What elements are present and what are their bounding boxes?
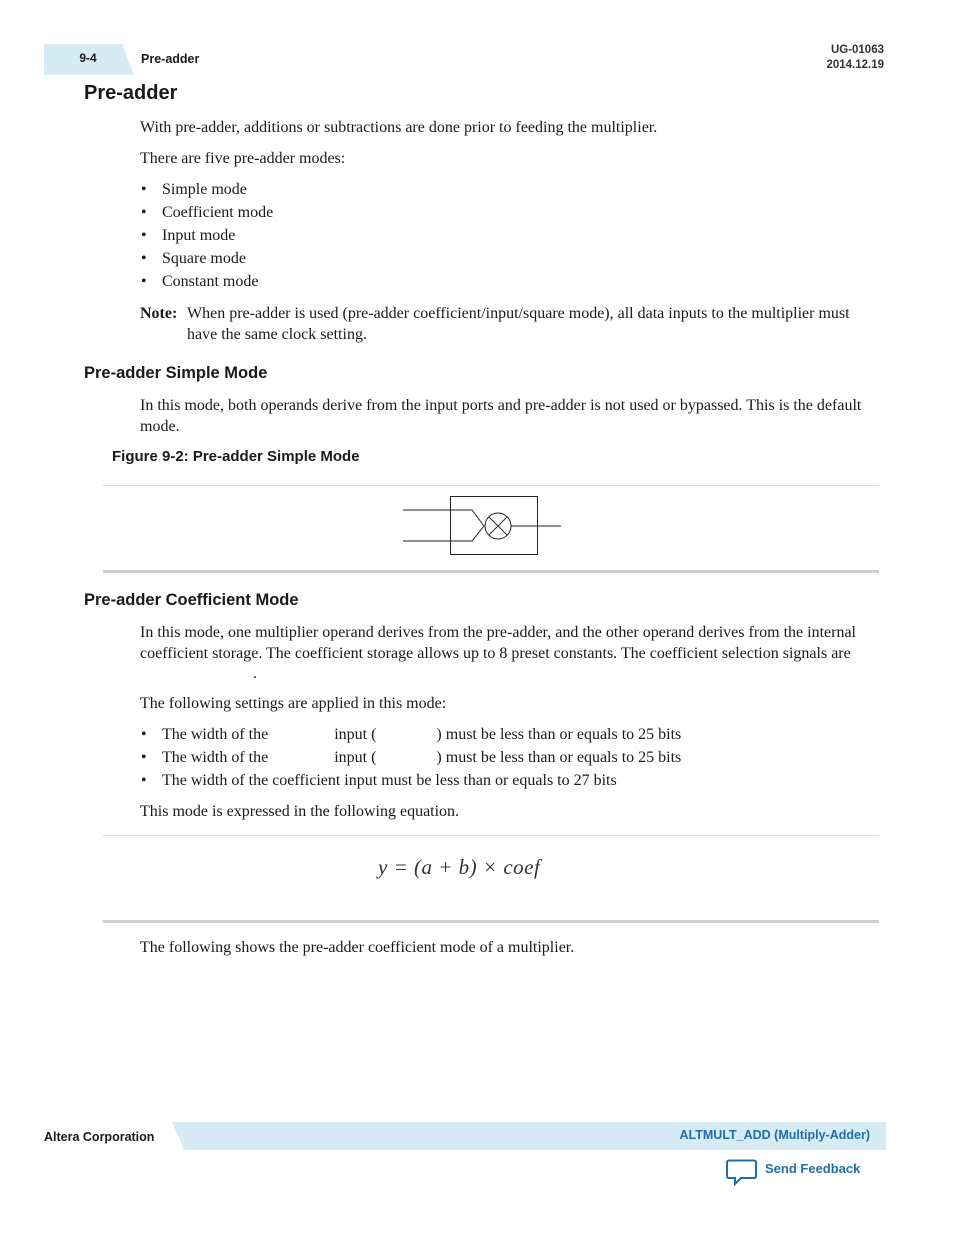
footer-document-title-link[interactable]: ALTMULT_ADD (Multiply-Adder) [679,1128,870,1142]
intro-paragraph: With pre-adder, additions or subtractions are done prior to feeding the multiplier. [140,119,658,136]
document-id-block [826,43,884,73]
equation-bottom-rule [103,920,879,923]
settings-intro: The following settings are applied in this mode: [140,695,447,712]
list-item: • Coefficient mode [140,203,273,226]
document-date: 2014.12.19 [826,59,884,71]
list-item: • Square mode [140,249,273,272]
section-title: Pre-adder [84,82,178,104]
equation: y = (a + b) × coef [378,855,541,879]
modes-intro: There are five pre-adder modes: [140,150,346,167]
send-feedback-link[interactable]: Send Feedback [765,1161,861,1176]
header-section-name: Pre-adder [141,52,200,66]
settings-list [140,725,681,794]
figure-caption: Figure 9-2: Pre-adder Simple Mode [112,448,360,465]
note-text: When pre-adder is used (pre-adder coefficient/input/square mode), all data inputs to the multiplier must have the same clock setting. [187,305,850,343]
list-item: • Constant mode [140,272,273,295]
equation-top-rule [103,835,879,836]
equation-intro: This mode is expressed in the following equation. [140,803,460,820]
footer-company: Altera Corporation [44,1130,155,1144]
page-number: 9-4 [79,51,97,65]
list-item: • The width of the input ( ) must be less than or equals to 25 bits [140,725,681,748]
input-line-b [403,526,484,541]
list-item: • The width of the input ( ) must be less than or equals to 25 bits [140,748,681,771]
closing-paragraph: The following shows the pre-adder coefficient mode of a multiplier. [140,939,575,956]
coefficient-mode-heading: Pre-adder Coefficient Mode [84,591,299,609]
list-item: • The width of the coefficient input must be less than or equals to 27 bits [140,771,681,794]
note-label: Note: [140,305,178,322]
figure-bottom-rule [103,570,879,573]
coefficient-text-main: In this mode, one multiplier operand derives from the pre-adder, and the other operand derives from the internal coefficient storage. The coefficient storage allows up to 8 preset constants. The coefficient selection signals are [140,624,856,662]
simple-mode-heading: Pre-adder Simple Mode [84,364,268,382]
figure-top-rule [103,485,879,486]
feedback-icon[interactable] [726,1158,758,1186]
coefficient-mode-text [140,623,872,685]
simple-mode-text: In this mode, both operands derive from the input ports and pre-adder is not used or bypassed. This is the default mode. [140,397,862,435]
document-id: UG-01063 [830,44,884,56]
list-item: • Simple mode [140,180,273,203]
input-line-a [403,510,484,526]
modes-list [140,180,273,295]
simple-mode-diagram [400,494,564,558]
list-item: • Input mode [140,226,273,249]
coefficient-text-end: . [253,665,257,682]
